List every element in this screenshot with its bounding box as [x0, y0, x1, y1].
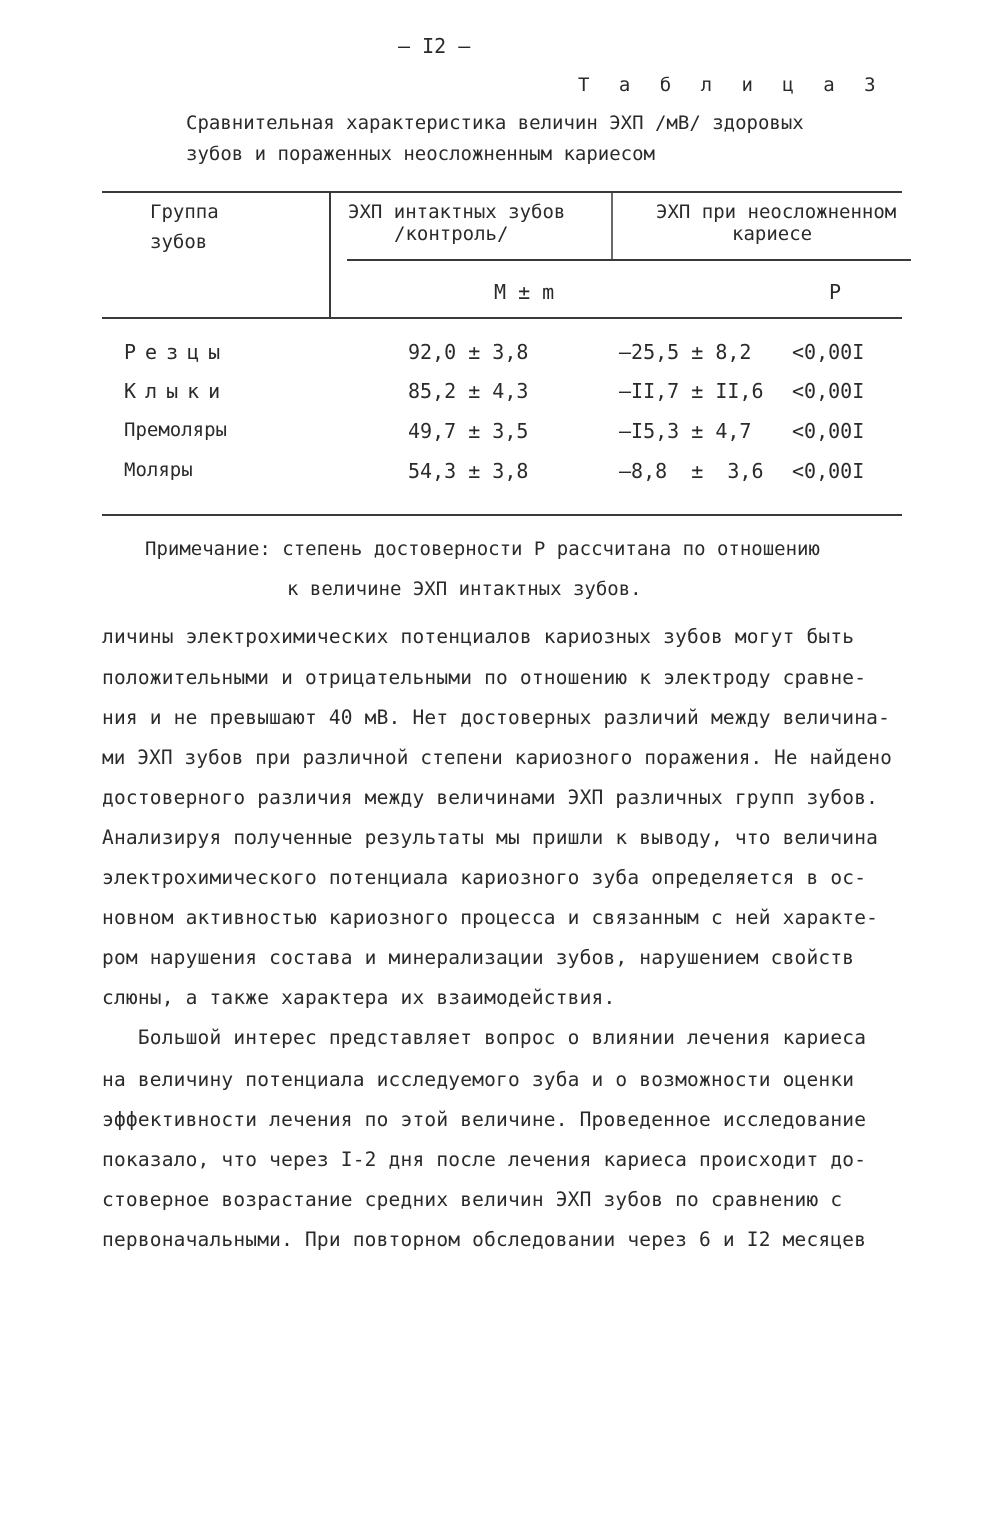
body-line: электрохимического потенциала кариозного зуба определяется в ос- — [102, 866, 867, 889]
body-line: первоначальными. При повторном обследовании через 6 и I2 месяцев — [102, 1228, 867, 1251]
row-control-molars: 54,3 ± 3,8 — [408, 459, 529, 483]
header-group-line1: Группа — [150, 201, 219, 223]
header-mean-sd: M ± m — [494, 280, 555, 304]
body-line: на величину потенциала исследуемого зуба и о возможности оценки — [102, 1068, 855, 1091]
body-line: положительными и отрицательными по отношению к электроду сравне- — [102, 666, 867, 689]
body-line: ром нарушения состава и минерализации зубов, нарушением свойств — [102, 946, 855, 969]
body-line: эффективности лечения по этой величине. Проведенное исследование — [102, 1108, 867, 1131]
row-control-premolars: 49,7 ± 3,5 — [408, 419, 529, 443]
header-p-value: P — [829, 280, 842, 304]
body-line: показало, что через I-2 дня после лечения кариеса происходит до- — [102, 1148, 867, 1171]
body-line: Большой интерес представляет вопрос о влиянии лечения кариеса — [102, 1026, 867, 1049]
body-line: новном активностью кариозного процесса и связанным с ней характе- — [102, 906, 879, 929]
row-caries-molars: –8,8 ± 3,6 — [619, 459, 764, 483]
table-header-rule — [102, 317, 902, 319]
body-line: слюны, а также характера их взаимодействия. — [102, 986, 616, 1009]
table-column-divider — [329, 193, 331, 317]
header-control-line1: ЭХП интактных зубов — [348, 201, 566, 223]
body-line: достоверного различия между величинами ЭХП различных групп зубов. — [102, 786, 879, 809]
body-line: ния и не превышают 40 мВ. Нет достоверных различий между величина- — [102, 706, 891, 729]
row-control-canines: 85,2 ± 4,3 — [408, 379, 529, 403]
row-p-premolars: <0,00I — [792, 419, 865, 443]
row-p-molars: <0,00I — [792, 459, 865, 483]
table-subcolumn-divider — [611, 193, 613, 259]
row-group-incisors: Резцы — [124, 340, 230, 364]
row-group-molars: Моляры — [124, 459, 193, 481]
header-caries-line2: кариесе — [732, 223, 813, 245]
body-line: личины электрохимических потенциалов кариозных зубов могут быть — [102, 625, 855, 648]
table-label: Т а б л и ц а 3 — [578, 74, 885, 96]
table-bottom-rule — [102, 514, 902, 516]
row-group-canines: Клыки — [124, 379, 230, 403]
table-caption-line1: Сравнительная характеристика величин ЭХП /мВ/ здоровых — [186, 112, 804, 134]
table-header-subrule — [347, 259, 911, 261]
page-number: – I2 – — [398, 34, 471, 58]
table-caption-line2: зубов и пораженных неосложненным кариесом — [186, 143, 655, 165]
note-line1: Примечание: степень достоверности Р рассчитана по отношению — [145, 538, 820, 560]
note-line2: к величине ЭХП интактных зубов. — [287, 578, 642, 600]
row-p-canines: <0,00I — [792, 379, 865, 403]
body-line: ми ЭХП зубов при различной степени кариозного поражения. Не найдено — [102, 746, 892, 769]
header-group-line2: зубов — [150, 231, 208, 253]
row-group-premolars: Премоляры — [124, 419, 227, 441]
row-control-incisors: 92,0 ± 3,8 — [408, 340, 529, 364]
row-caries-incisors: –25,5 ± 8,2 — [619, 340, 752, 364]
table-top-rule — [102, 191, 902, 193]
row-caries-canines: –II,7 ± II,6 — [619, 379, 764, 403]
row-p-incisors: <0,00I — [792, 340, 865, 364]
body-line: Анализируя полученные результаты мы пришли к выводу, что величина — [102, 826, 879, 849]
row-caries-premolars: –I5,3 ± 4,7 — [619, 419, 752, 443]
header-control-line2: /контроль/ — [394, 223, 509, 245]
body-line: стоверное возрастание средних величин ЭХП зубов по сравнению с — [102, 1188, 843, 1211]
header-caries-line1: ЭХП при неосложненном — [656, 201, 897, 223]
